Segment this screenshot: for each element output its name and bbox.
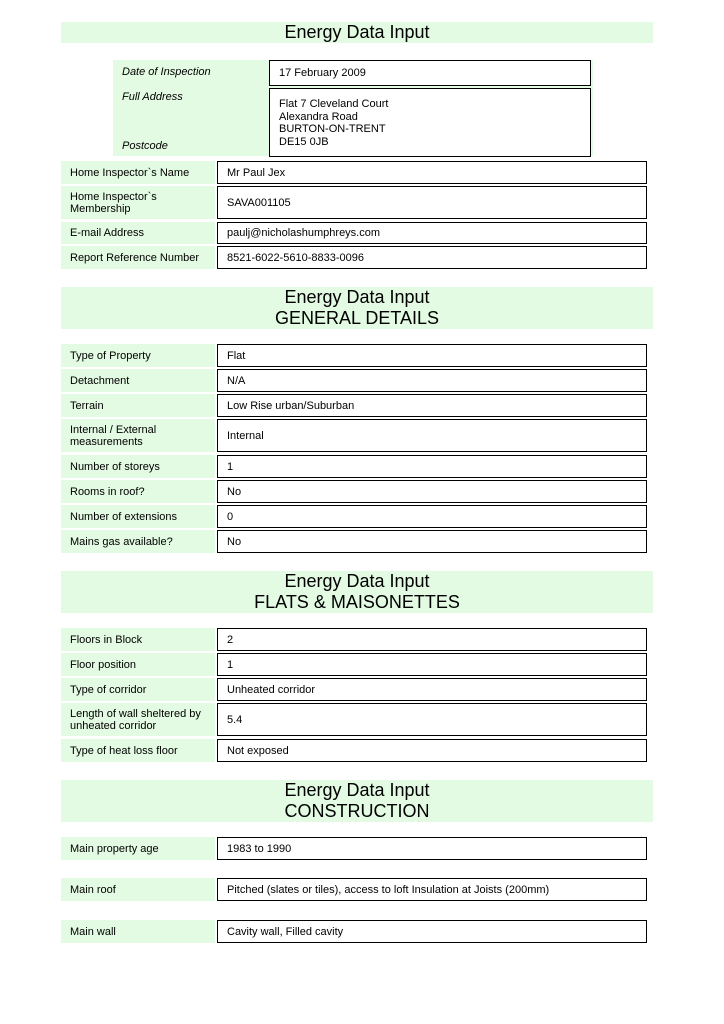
type-of-corridor-value: Unheated corridor: [217, 678, 647, 701]
detachment-value: N/A: [217, 369, 647, 392]
heat-loss-floor-label: Type of heat loss floor: [61, 739, 215, 762]
floors-in-block-label: Floors in Block: [61, 628, 215, 651]
mains-gas-label: Mains gas available?: [61, 530, 215, 553]
section-header-band: [61, 22, 653, 43]
section-construction-band: [61, 780, 653, 822]
floor-position-label: Floor position: [61, 653, 215, 676]
floors-in-block-value: 2: [217, 628, 647, 651]
sheltered-wall-length-label: Length of wall sheltered by unheated corridor: [61, 703, 215, 736]
inspector-name-value: Mr Paul Jex: [217, 161, 647, 184]
section-title: Energy Data Input: [284, 780, 430, 800]
main-property-age-value: 1983 to 1990: [217, 837, 647, 860]
inspector-name-label: Home Inspector`s Name: [61, 161, 215, 184]
mains-gas-value: No: [217, 530, 647, 553]
section-title: Energy Data Input: [284, 287, 430, 307]
number-of-storeys-label: Number of storeys: [61, 455, 215, 478]
floor-position-value: 1: [217, 653, 647, 676]
report-reference-label: Report Reference Number: [61, 246, 215, 269]
date-of-inspection-label: Date of Inspection: [122, 66, 211, 78]
number-of-extensions-value: 0: [217, 505, 647, 528]
main-roof-value: Pitched (slates or tiles), access to loft Insulation at Joists (200mm): [217, 878, 647, 901]
number-of-storeys-value: 1: [217, 455, 647, 478]
section-subtitle: CONSTRUCTION: [284, 801, 430, 821]
rooms-in-roof-label: Rooms in roof?: [61, 480, 215, 503]
type-of-property-value: Flat: [217, 344, 647, 367]
main-property-age-label: Main property age: [61, 837, 215, 860]
address-line: DE15 0JB: [279, 135, 329, 148]
postcode-label: Postcode: [122, 140, 168, 152]
type-of-corridor-label: Type of corridor: [61, 678, 215, 701]
section-flats-band: [61, 571, 653, 613]
main-roof-label: Main roof: [61, 878, 215, 901]
section-subtitle: GENERAL DETAILS: [274, 308, 440, 328]
email-address-label: E-mail Address: [61, 222, 215, 244]
measurements-value: Internal: [217, 419, 647, 452]
section-subtitle: FLATS & MAISONETTES: [254, 592, 460, 612]
main-wall-label: Main wall: [61, 920, 215, 943]
full-address-label: Full Address: [122, 91, 183, 103]
section-title: Energy Data Input: [284, 571, 430, 591]
email-address-value: paulj@nicholashumphreys.com: [217, 222, 647, 244]
rooms-in-roof-value: No: [217, 480, 647, 503]
date-of-inspection-value: 17 February 2009: [269, 60, 591, 86]
inspector-membership-value: SAVA001105: [217, 186, 647, 219]
heat-loss-floor-value: Not exposed: [217, 739, 647, 762]
sheltered-wall-length-value: 5.4: [217, 703, 647, 736]
terrain-value: Low Rise urban/Suburban: [217, 394, 647, 417]
address-line: Flat 7 Cleveland Court: [279, 98, 389, 110]
address-line: BURTON-ON-TRENT: [279, 123, 386, 135]
number-of-extensions-label: Number of extensions: [61, 505, 215, 528]
type-of-property-label: Type of Property: [61, 344, 215, 367]
report-reference-value: 8521-6022-5610-8833-0096: [217, 246, 647, 269]
detachment-label: Detachment: [61, 369, 215, 392]
terrain-label: Terrain: [61, 394, 215, 417]
main-wall-value: Cavity wall, Filled cavity: [217, 920, 647, 943]
measurements-label: Internal / External measurements: [61, 419, 215, 452]
inspector-membership-label: Home Inspector`s Membership: [61, 186, 215, 219]
section-title: Energy Data Input: [284, 22, 430, 42]
full-address-value: [269, 88, 591, 157]
section-general-band: [61, 287, 653, 329]
address-line: Alexandra Road: [279, 110, 358, 123]
